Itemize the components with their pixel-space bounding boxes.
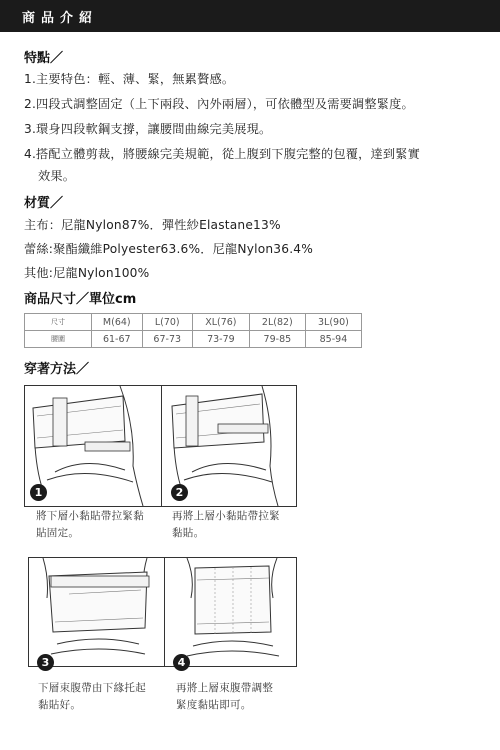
step-4-illustration xyxy=(164,557,297,667)
size-header-cell: 3L(90) xyxy=(305,314,361,331)
step-1-badge: 1 xyxy=(30,484,47,501)
feature-item-2: 2.四段式調整固定（上下兩段、內外兩層），可依體型及需要調整緊度。 xyxy=(24,97,414,111)
material-main: 主布：尼龍Nylon87%．彈性紗Elastane13% xyxy=(24,218,281,232)
page-header xyxy=(0,0,500,32)
size-cell: 67-73 xyxy=(142,331,192,348)
step-2-caption-line1: 再將上層小黏貼帶拉緊 xyxy=(172,510,280,522)
material-other: 其他:尼龍Nylon100% xyxy=(24,266,150,280)
step-4-caption xyxy=(176,680,301,714)
size-table-header-row xyxy=(25,314,362,331)
size-header-cell: 尺寸 xyxy=(25,314,92,331)
size-cell: 79-85 xyxy=(249,331,305,348)
step-1-caption-line1: 將下層小黏貼帶拉緊黏 xyxy=(36,510,144,522)
header-title: 商品介紹 xyxy=(22,11,99,26)
feature-item-3: 3.環身四段軟鋼支撐，讓腰間曲線完美展現。 xyxy=(24,122,272,136)
step-3-caption-line1: 下層束腹帶由下緣托起 xyxy=(38,682,146,694)
size-cell: 85-94 xyxy=(305,331,361,348)
howto-heading: 穿著方法／ xyxy=(24,362,90,377)
step-4-caption-line1: 再將上層束腹帶調整 xyxy=(176,682,274,694)
step-4-caption-line2: 緊度黏貼即可。 xyxy=(176,699,252,711)
size-header-cell: XL(76) xyxy=(192,314,249,331)
waist-belt-illustration xyxy=(29,558,166,666)
step-4-badge: 4 xyxy=(173,654,190,671)
step-3-caption xyxy=(38,680,163,714)
feature-item-1: 1.主要特色：輕、薄、緊，無累贅感。 xyxy=(24,72,235,86)
size-header-cell: 2L(82) xyxy=(249,314,305,331)
size-table-row xyxy=(25,331,362,348)
waist-belt-illustration xyxy=(165,558,296,666)
step-3-badge: 3 xyxy=(37,654,54,671)
material-heading: 材質／ xyxy=(24,196,64,211)
size-table xyxy=(24,313,362,348)
step-2-caption-line2: 黏貼。 xyxy=(172,527,205,539)
feature-item-4: 4.搭配立體剪裁，將腰線完美規範，從上腹到下腹完整的包覆，達到緊實 xyxy=(24,147,421,161)
feature-item-4-cont: 效果。 xyxy=(38,169,76,183)
size-header-cell: M(64) xyxy=(92,314,143,331)
material-lace: 蕾絲:聚酯纖維Polyester63.6%．尼龍Nylon36.4% xyxy=(24,242,314,256)
size-cell: 73-79 xyxy=(192,331,249,348)
step-1-caption xyxy=(36,508,161,542)
step-3-caption-line2: 黏貼好。 xyxy=(38,699,82,711)
step-2-badge: 2 xyxy=(171,484,188,501)
size-header-cell: L(70) xyxy=(142,314,192,331)
step-2-caption xyxy=(172,508,297,542)
size-cell: 腰圍 xyxy=(25,331,92,348)
step-1-caption-line2: 貼固定。 xyxy=(36,527,80,539)
size-cell: 61-67 xyxy=(92,331,143,348)
size-heading: 商品尺寸／單位cm xyxy=(24,292,137,307)
features-heading: 特點／ xyxy=(24,51,64,66)
step-3-illustration xyxy=(28,557,167,667)
